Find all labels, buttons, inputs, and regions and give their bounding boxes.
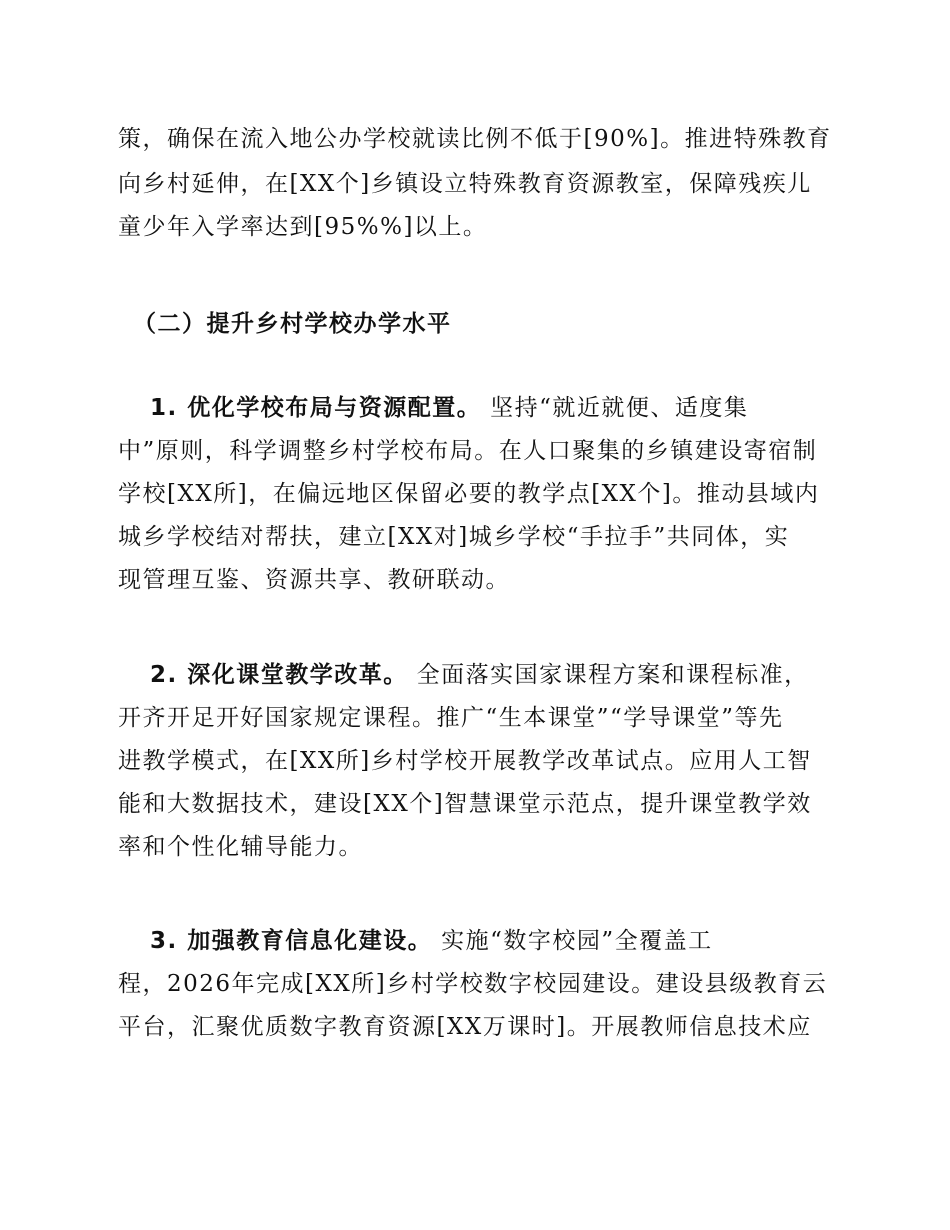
section-heading: （二）提升乡村学校办学水平	[133, 311, 452, 337]
item-title: 3. 加强教育信息化建设。	[150, 928, 433, 954]
paragraph-line: 能和大数据技术，建设[XX个]智慧课堂示范点，提升课堂教学效	[118, 791, 812, 817]
item-first-line	[150, 393, 748, 423]
paragraph-line: 童少年入学率达到[95%%]以上。	[118, 214, 488, 240]
item-first-line	[150, 926, 713, 956]
paragraph-line: 中”原则，科学调整乡村学校布局。在人口聚集的乡镇建设寄宿制	[118, 438, 818, 464]
paragraph-line: 平台，汇聚优质数字教育资源[XX万课时]。开展教师信息技术应	[118, 1014, 812, 1040]
paragraph-line: 程，2026年完成[XX所]乡村学校数字校园建设。建设县级教育云	[118, 971, 828, 997]
paragraph-line: 现管理互鉴、资源共享、教研联动。	[118, 567, 510, 593]
item-text: 实施“数字校园”全覆盖工	[441, 928, 713, 954]
paragraph-line: 向乡村延伸，在[XX个]乡镇设立特殊教育资源教室，保障残疾儿	[118, 171, 812, 197]
item-title: 2. 深化课堂教学改革。	[150, 662, 408, 688]
item-title: 1. 优化学校布局与资源配置。	[150, 395, 482, 421]
paragraph-line: 开齐开足开好国家规定课程。推广“生本课堂”“学导课堂”等先	[118, 705, 784, 731]
paragraph-line: 进教学模式，在[XX所]乡村学校开展教学改革试点。应用人工智	[118, 748, 812, 774]
paragraph-line: 率和个性化辅导能力。	[118, 834, 363, 860]
paragraph-line: 学校[XX所]，在偏远地区保留必要的教学点[XX个]。推动县域内	[118, 481, 820, 507]
item-first-line	[150, 660, 809, 690]
item-text: 坚持“就近就便、适度集	[490, 395, 749, 421]
paragraph-line: 策，确保在流入地公办学校就读比例不低于[90%]。推进特殊教育	[118, 126, 832, 152]
item-text: 全面落实国家课程方案和课程标准，	[416, 662, 809, 688]
paragraph-line: 城乡学校结对帮扶，建立[XX对]城乡学校“手拉手”共同体，实	[118, 524, 790, 550]
